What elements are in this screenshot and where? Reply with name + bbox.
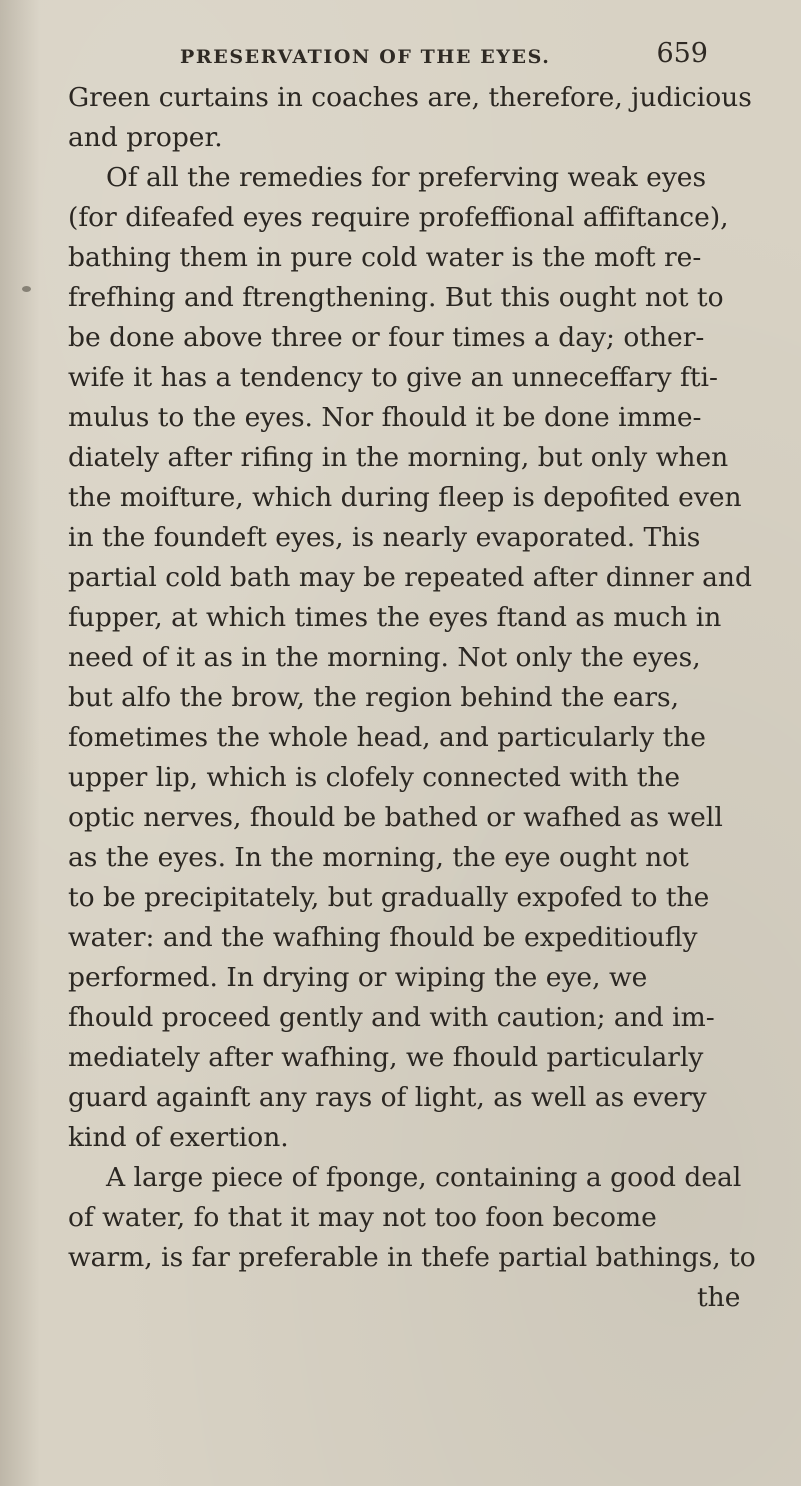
text-line: kind of exertion. bbox=[68, 1122, 289, 1153]
text-line: (for difeafed eyes require profeffional affiftance), bbox=[68, 202, 729, 233]
ink-smudge bbox=[22, 286, 31, 292]
text-line: to be precipitately, but gradually expofed to the bbox=[68, 882, 710, 913]
text-line: fhould proceed gently and with caution; and im- bbox=[68, 1002, 715, 1033]
text-line: mediately after wafhing, we fhould particularly bbox=[68, 1042, 704, 1073]
text-line: warm, is far preferable in thefe partial bathings, to bbox=[68, 1242, 756, 1273]
running-title: PRESERVATION OF THE EYES. bbox=[180, 46, 551, 68]
text-line: fupper, at which times the eyes ftand as much in bbox=[68, 602, 722, 633]
text-line: in the foundeft eyes, is nearly evaporated. This bbox=[68, 522, 701, 553]
text-line: A large piece of fponge, containing a good deal bbox=[106, 1162, 742, 1193]
text-line: need of it as in the morning. Not only the eyes, bbox=[68, 642, 701, 673]
text-line: be done above three or four times a day; other- bbox=[68, 322, 705, 353]
text-line: of water, fo that it may not too foon become bbox=[68, 1202, 657, 1233]
text-line: the bbox=[697, 1282, 741, 1313]
text-line: the moifture, which during fleep is depofited even bbox=[68, 482, 742, 513]
text-line: diately after rifing in the morning, but only when bbox=[68, 442, 729, 473]
running-head bbox=[180, 36, 720, 76]
text-line: upper lip, which is clofely connected with the bbox=[68, 762, 681, 793]
text-line: Green curtains in coaches are, therefore, judicious bbox=[68, 82, 752, 113]
text-line: performed. In drying or wiping the eye, we bbox=[68, 962, 648, 993]
text-line: wife it has a tendency to give an unneceffary fti- bbox=[68, 362, 718, 393]
text-line: water: and the wafhing fhould be expeditioufly bbox=[68, 922, 698, 953]
text-line: guard againft any rays of light, as well as every bbox=[68, 1082, 707, 1113]
text-line: as the eyes. In the morning, the eye ought not bbox=[68, 842, 689, 873]
text-line: Of all the remedies for preferving weak eyes bbox=[106, 162, 707, 193]
text-line: fometimes the whole head, and particularly the bbox=[68, 722, 706, 753]
gutter-shadow bbox=[0, 0, 40, 1486]
text-line: mulus to the eyes. Nor fhould it be done imme- bbox=[68, 402, 702, 433]
text-line: but alfo the brow, the region behind the ears, bbox=[68, 682, 680, 713]
text-line: frefhing and ftrengthening. But this ought not to bbox=[68, 282, 724, 313]
page-number: 659 bbox=[656, 38, 708, 69]
text-line: partial cold bath may be repeated after dinner and bbox=[68, 562, 752, 593]
text-line: bathing them in pure cold water is the moft re- bbox=[68, 242, 702, 273]
text-line: optic nerves, fhould be bathed or wafhed as well bbox=[68, 802, 723, 833]
text-line: and proper. bbox=[68, 122, 223, 153]
